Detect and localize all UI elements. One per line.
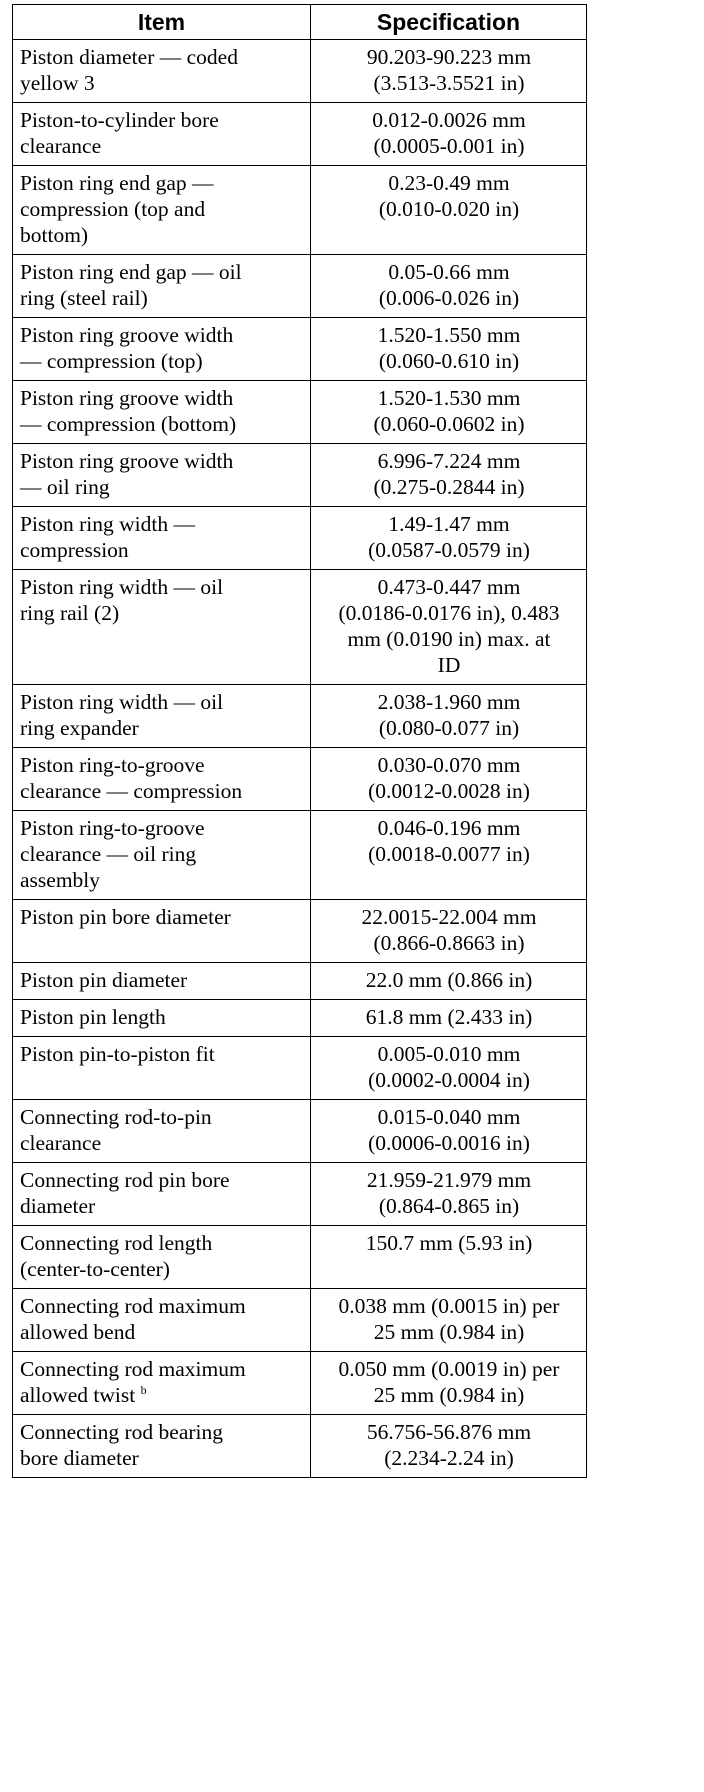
table-row <box>13 1163 587 1226</box>
table-row <box>13 166 587 255</box>
table-row <box>13 103 587 166</box>
spec-cell: 0.030-0.070 mm (0.0012-0.0028 in) <box>311 748 587 811</box>
table-row <box>13 900 587 963</box>
column-header-item: Item <box>13 5 311 40</box>
item-cell: Piston pin-to-piston fit <box>13 1037 311 1100</box>
table-row <box>13 381 587 444</box>
spec-cell: 61.8 mm (2.433 in) <box>311 1000 587 1037</box>
table-header-row <box>13 5 587 40</box>
spec-cell: 0.05-0.66 mm (0.006-0.026 in) <box>311 255 587 318</box>
spec-cell: 0.012-0.0026 mm (0.0005-0.001 in) <box>311 103 587 166</box>
item-cell: Piston ring width — oil ring expander <box>13 685 311 748</box>
item-cell: Connecting rod maximum allowed twist $^b$ <box>13 1352 311 1415</box>
table-row <box>13 1100 587 1163</box>
item-cell: Piston pin bore diameter <box>13 900 311 963</box>
table-row <box>13 811 587 900</box>
item-cell: Piston ring groove width — oil ring <box>13 444 311 507</box>
spec-cell: 21.959-21.979 mm (0.864-0.865 in) <box>311 1163 587 1226</box>
spec-cell: 22.0015-22.004 mm (0.866-0.8663 in) <box>311 900 587 963</box>
table-row <box>13 255 587 318</box>
item-cell: Piston ring-to-groove clearance — compression <box>13 748 311 811</box>
spec-cell: 1.520-1.530 mm (0.060-0.0602 in) <box>311 381 587 444</box>
spec-cell: 1.49-1.47 mm (0.0587-0.0579 in) <box>311 507 587 570</box>
spec-cell: 0.015-0.040 mm (0.0006-0.0016 in) <box>311 1100 587 1163</box>
footnote-marker: b <box>140 1382 147 1397</box>
item-cell: Piston pin diameter <box>13 963 311 1000</box>
table-row <box>13 1000 587 1037</box>
item-cell: Piston diameter — coded yellow 3 <box>13 40 311 103</box>
column-header-specification: Specification <box>311 5 587 40</box>
item-cell: Piston ring end gap — compression (top and bottom) <box>13 166 311 255</box>
item-cell: Connecting rod pin bore diameter <box>13 1163 311 1226</box>
item-cell: Connecting rod maximum allowed bend <box>13 1289 311 1352</box>
item-cell: Piston ring-to-groove clearance — oil ring assembly <box>13 811 311 900</box>
item-cell: Piston ring width — compression <box>13 507 311 570</box>
spec-cell: 0.050 mm (0.0019 in) per 25 mm (0.984 in) <box>311 1352 587 1415</box>
table-row <box>13 1037 587 1100</box>
spec-cell: 0.038 mm (0.0015 in) per 25 mm (0.984 in) <box>311 1289 587 1352</box>
item-cell: Connecting rod bearing bore diameter <box>13 1415 311 1478</box>
table-row <box>13 685 587 748</box>
item-cell: Piston ring groove width — compression (top) <box>13 318 311 381</box>
item-cell: Piston ring end gap — oil ring (steel rail) <box>13 255 311 318</box>
spec-cell: 150.7 mm (5.93 in) <box>311 1226 587 1289</box>
spec-cell: 22.0 mm (0.866 in) <box>311 963 587 1000</box>
table-row <box>13 40 587 103</box>
table-row <box>13 507 587 570</box>
table-row <box>13 1289 587 1352</box>
spec-cell: 0.23-0.49 mm (0.010-0.020 in) <box>311 166 587 255</box>
table-row <box>13 318 587 381</box>
spec-cell: 0.473-0.447 mm (0.0186-0.0176 in), 0.483 mm (0.0190 in) max. at ID <box>311 570 587 685</box>
item-cell: Connecting rod-to-pin clearance <box>13 1100 311 1163</box>
item-cell: Piston ring width — oil ring rail (2) <box>13 570 311 685</box>
spec-cell: 6.996-7.224 mm (0.275-0.2844 in) <box>311 444 587 507</box>
item-cell: Piston-to-cylinder bore clearance <box>13 103 311 166</box>
table-row <box>13 1226 587 1289</box>
table-row <box>13 444 587 507</box>
item-cell: Piston ring groove width — compression (bottom) <box>13 381 311 444</box>
table-row <box>13 963 587 1000</box>
spec-cell: 0.005-0.010 mm (0.0002-0.0004 in) <box>311 1037 587 1100</box>
specification-table <box>12 4 587 1478</box>
item-cell: Piston pin length <box>13 1000 311 1037</box>
table-row <box>13 1352 587 1415</box>
spec-cell: 1.520-1.550 mm (0.060-0.610 in) <box>311 318 587 381</box>
item-cell: Connecting rod length (center-to-center) <box>13 1226 311 1289</box>
table-row <box>13 1415 587 1478</box>
spec-cell: 56.756-56.876 mm (2.234-2.24 in) <box>311 1415 587 1478</box>
spec-cell: 2.038-1.960 mm (0.080-0.077 in) <box>311 685 587 748</box>
spec-cell: 0.046-0.196 mm (0.0018-0.0077 in) <box>311 811 587 900</box>
table-row <box>13 748 587 811</box>
spec-cell: 90.203-90.223 mm (3.513-3.5521 in) <box>311 40 587 103</box>
table-row <box>13 570 587 685</box>
